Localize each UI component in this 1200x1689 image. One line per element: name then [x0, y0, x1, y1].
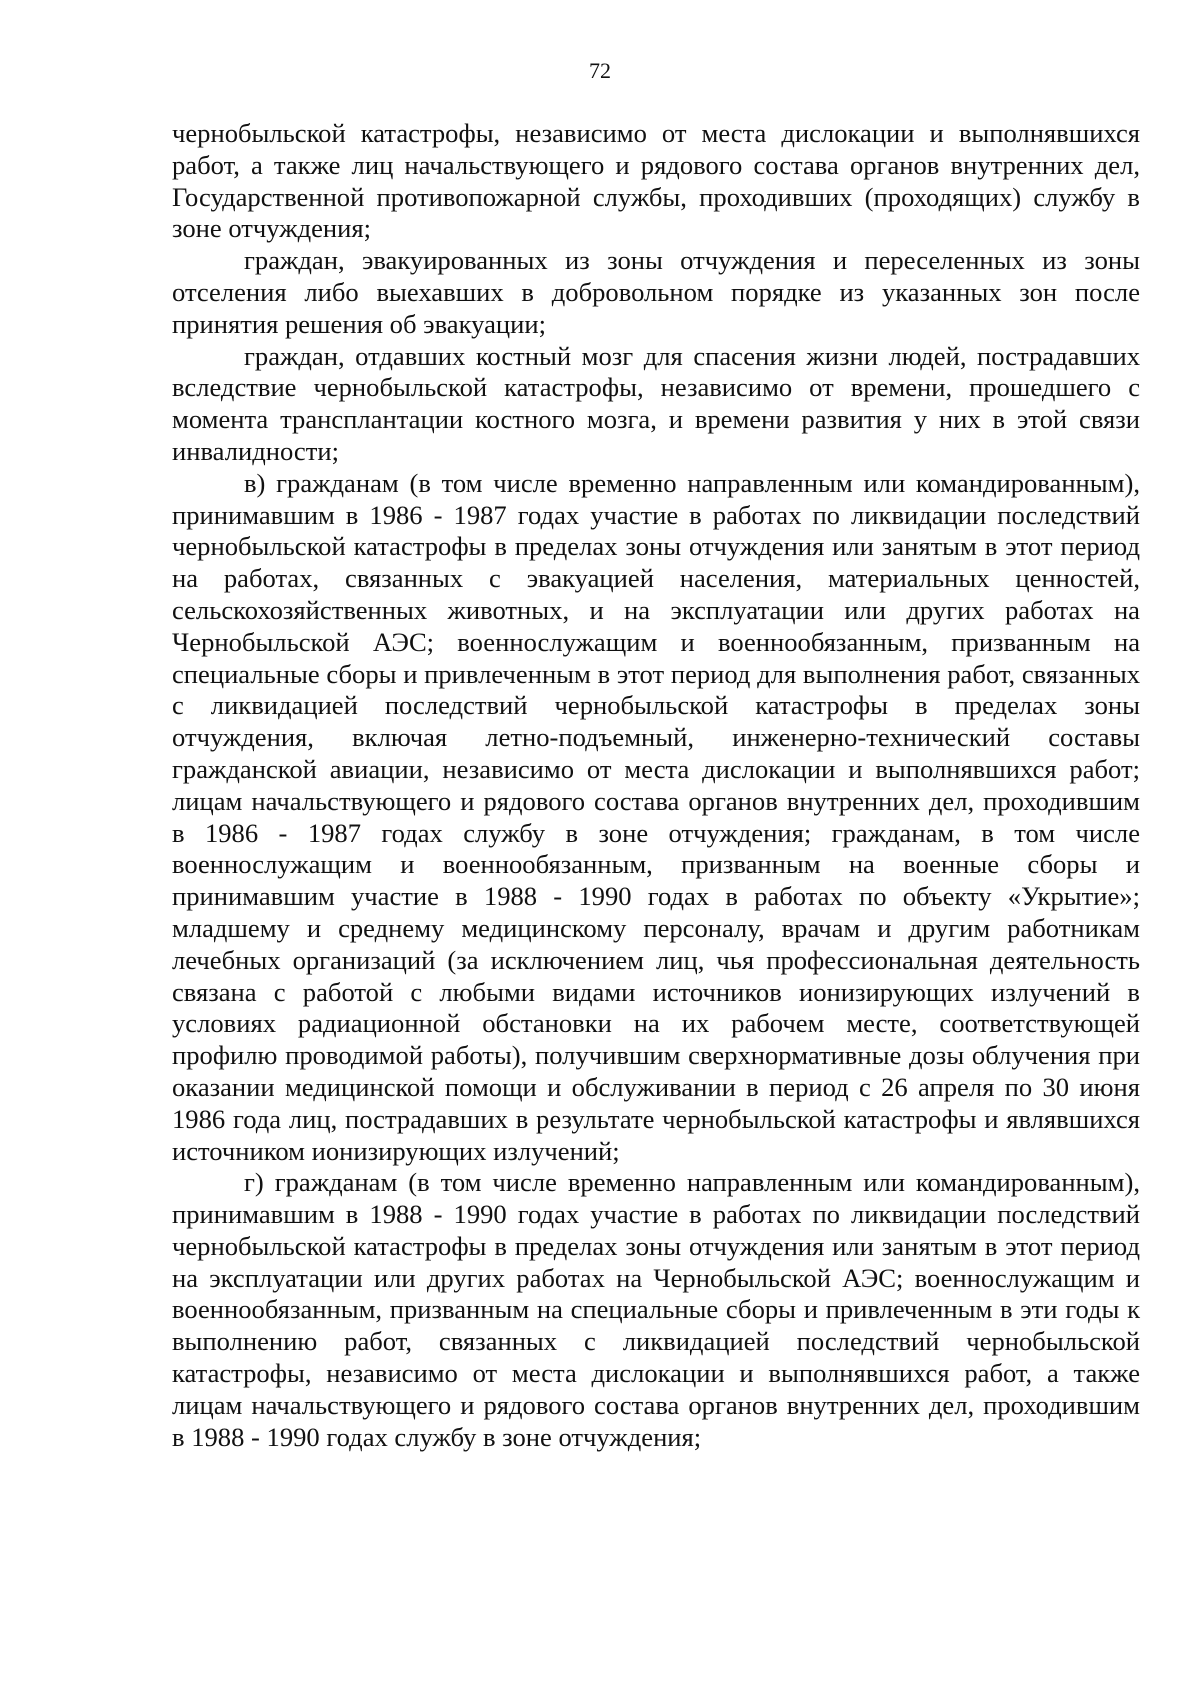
paragraph: граждан, эвакуированных из зоны отчуждения и переселенных из зоны отселения либо выехавших в добровольном порядке из указанных зон после принятия решения об эвакуации;	[172, 245, 1140, 339]
paragraph: чернобыльской катастрофы, независимо от места дислокации и выполнявшихся работ, а также лиц начальствующего и рядового состава органов внутренних дел, Государственной противопожарной службы, проходивших (проходящих) службу в зоне отчуждения;	[172, 118, 1140, 244]
paragraph-item-v: в) гражданам (в том числе временно направленным или командированным), принимавшим в 1986 - 1987 годах участие в работах по ликвидации последствий чернобыльской катастрофы в пределах зоны отчуждения или занятым в этот период на работах, связанных с эвакуацией населения, материальных ценностей, сельскохозяйственных животных, и на эксплуатации или других работах на Чернобыльской АЭС; военнослужащим и военнообязанным, призванным на специальные сборы и привлеченным в этот период для выполнения работ, связанных с ликвидацией последствий чернобыльской катастрофы в пределах зоны отчуждения, включая летно-подъемный, инженерно-технический составы гражданской авиации, независимо от места дислокации и выполнявшихся работ; лицам начальствующего и рядового состава органов внутренних дел, проходившим в 1986 - 1987 годах службу в зоне отчуждения; гражданам, в том числе военнослужащим и военнообязанным, призванным на военные сборы и принимавшим участие в 1988 - 1990 годах в работах по объекту «Укрытие»; младшему и среднему медицинскому персоналу, врачам и другим работникам лечебных организаций (за исключением лиц, чья профессиональная деятельность связана с работой с любыми видами источников ионизирующих излучений в условиях радиационной обстановки на их рабочем месте, соответствующей профилю проводимой работы), получившим сверхнормативные дозы облучения при оказании медицинской помощи и обслуживании в период с 26 апреля по 30 июня 1986 года лиц, пострадавших в результате чернобыльской катастрофы и являвшихся источником ионизирующих излучений;	[172, 467, 1140, 1166]
paragraph-item-g: г) гражданам (в том числе временно направленным или командированным), принимавшим в 1988 - 1990 годах участие в работах по ликвидации последствий чернобыльской катастрофы в пределах зоны отчуждения или занятым в этот период на эксплуатации или других работах на Чернобыльской АЭС; военнослужащим и военнообязанным, призванным на специальные сборы и привлеченным в эти годы к выполнению работ, связанных с ликвидацией последствий чернобыльской катастрофы, независимо от места дислокации и выполнявшихся работ, а также лицам начальствующего и рядового состава органов внутренних дел, проходившим в 1988 - 1990 годах службу в зоне отчуждения;	[172, 1167, 1140, 1452]
document-body	[172, 118, 1140, 1453]
page-number: 72	[589, 58, 611, 83]
paragraph: граждан, отдавших костный мозг для спасения жизни людей, пострадавших вследствие чернобыльской катастрофы, независимо от времени, прошедшего с момента трансплантации костного мозга, и времени развития у них в этой связи инвалидности;	[172, 340, 1140, 466]
